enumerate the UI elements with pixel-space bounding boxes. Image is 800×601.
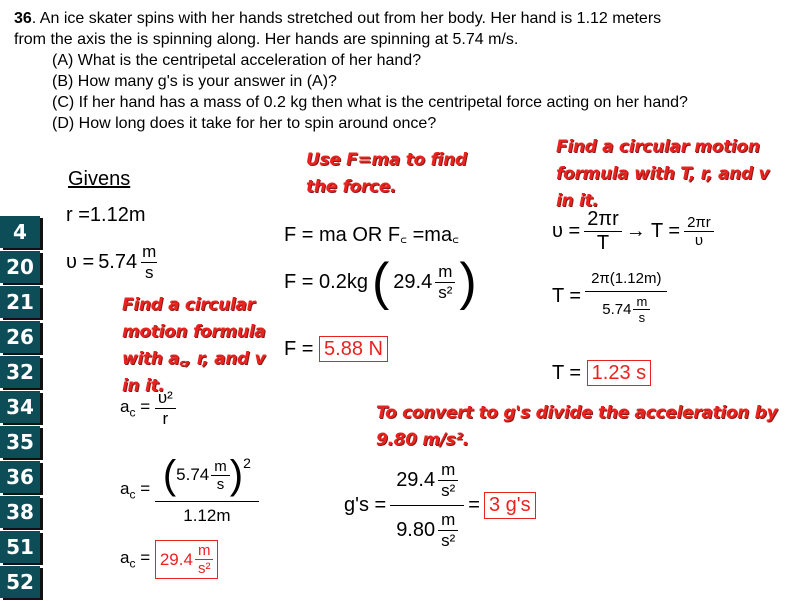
period-result-lhs: T = [552, 362, 582, 384]
gs-calculation [344, 460, 536, 551]
force-sub-lhs: F = 0.2kg [284, 270, 368, 293]
period-substitution [552, 268, 667, 325]
slide-link-20[interactable]: 20 [0, 251, 40, 283]
problem-part-d: (D) How long does it take for her to spin around once? [52, 115, 437, 132]
gs-numerator: 29.4 $\frac{m}{\text{s²}}$ [390, 460, 464, 506]
problem-part-b: (B) How many g's is your answer in (A)? [52, 73, 337, 90]
period-sub-lhs: T = [552, 285, 582, 307]
gs-denominator: 9.80 $\frac{m}{\text{s²}}$ [393, 506, 461, 551]
slide-link-36[interactable]: 36 [0, 461, 40, 493]
given-velocity-value: 5.74 [98, 251, 138, 273]
slide-link-51[interactable]: 51 [0, 531, 40, 563]
accel-sub-fraction [155, 455, 259, 526]
given-radius-label: r = [66, 204, 90, 226]
force-result [284, 338, 388, 361]
accel-sub-lhs: $a_c$ = [120, 479, 155, 502]
force-substitution: F = 0.2kg ( 29.4 $\frac{m}{\text{s²}}$ ) [284, 253, 477, 311]
slide-link-21[interactable]: 21 [0, 286, 40, 318]
slide-link-4[interactable]: 4 [0, 216, 40, 248]
period-result-box: 1.23 s [587, 360, 651, 386]
gs-equals: = [468, 494, 480, 516]
accel-sub-denominator: 1.12m [183, 506, 231, 525]
given-velocity-unit: $\frac{m}{s}$ [142, 242, 157, 282]
slide-link-38[interactable]: 38 [0, 496, 40, 528]
problem-statement [14, 8, 794, 134]
accel-result-lhs: $a_c$ = [120, 548, 155, 571]
problem-part-a: (A) What is the centripetal acceleration of her hand? [52, 52, 422, 69]
accel-sub-numerator: ( 5.74 $\frac{m}{s}$ ) $^2$ [155, 455, 259, 502]
force-result-box: 5.88 N [319, 336, 388, 362]
accel-hint-note: Find a circular motion formula with a꜀, r, and v in it. [122, 295, 266, 396]
force-sub-value: 29.4 [393, 270, 433, 293]
force-hint-note: Use F=ma to find the force. [306, 150, 467, 197]
slide-link-32[interactable]: 32 [0, 356, 40, 388]
given-radius-value: 1.12m [89, 204, 146, 226]
problem-line-2: from the axis the is spinning along. Her hands are spinning at 5.74 m/s. [14, 31, 519, 48]
accel-substitution [120, 455, 259, 526]
gs-result-box: 3 g's [484, 492, 536, 519]
period-formula [552, 208, 714, 255]
period-sub-fraction: 2π(1.12m) 5.74 $\frac{m}{s}$ [585, 268, 667, 325]
period-formula-fraction: $\frac{2\pi r}{T}$ [584, 208, 622, 255]
period-hint-note: Find a circular motion formula with T, r, and v in it. [556, 137, 770, 211]
gs-lhs: g's = [344, 494, 387, 516]
problem-text-1: . An ice skater spins with her hands stretched out from her body. Her hand is 1.12 meters [31, 10, 662, 27]
slide-nav-sidebar [0, 216, 44, 601]
accel-formula-lhs: $a_c$ = [120, 397, 155, 420]
period-solved-fraction: $\frac{2\pi r}{\upsilon}$ [684, 214, 714, 249]
givens-heading: Givens [68, 168, 131, 190]
problem-number: 36 [14, 10, 32, 27]
force-result-lhs: F = [284, 338, 314, 360]
accel-formula [120, 388, 176, 429]
accel-result-box: 29.4 $\frac{m}{\text{s²}}$ [155, 540, 219, 579]
given-velocity-label: υ = [66, 251, 95, 273]
accel-sub-power: 2 [243, 455, 251, 471]
period-arrow: → T = [625, 220, 681, 242]
given-velocity [66, 242, 159, 283]
period-formula-lhs: υ = [552, 220, 581, 242]
slide-link-52[interactable]: 52 [0, 566, 40, 598]
slide-link-34[interactable]: 34 [0, 391, 40, 423]
accel-result-value: 29.4 [159, 549, 193, 569]
given-radius [66, 204, 146, 227]
period-result [552, 362, 651, 385]
accel-formula-fraction: $\frac{\text{υ²}}{r}$ [155, 388, 176, 429]
slide-link-26[interactable]: 26 [0, 321, 40, 353]
gs-hint-note: To convert to g's divide the acceleration by 9.80 m/s². [376, 403, 778, 450]
gs-fraction [390, 460, 464, 551]
force-formula: F = ma OR F꜀ =ma꜀ [284, 224, 459, 246]
problem-line-1 [14, 8, 794, 29]
slide-link-35[interactable]: 35 [0, 426, 40, 458]
problem-part-c: (C) If her hand has a mass of 0.2 kg then what is the centripetal force acting on her hand? [52, 94, 688, 111]
accel-result [120, 540, 218, 579]
